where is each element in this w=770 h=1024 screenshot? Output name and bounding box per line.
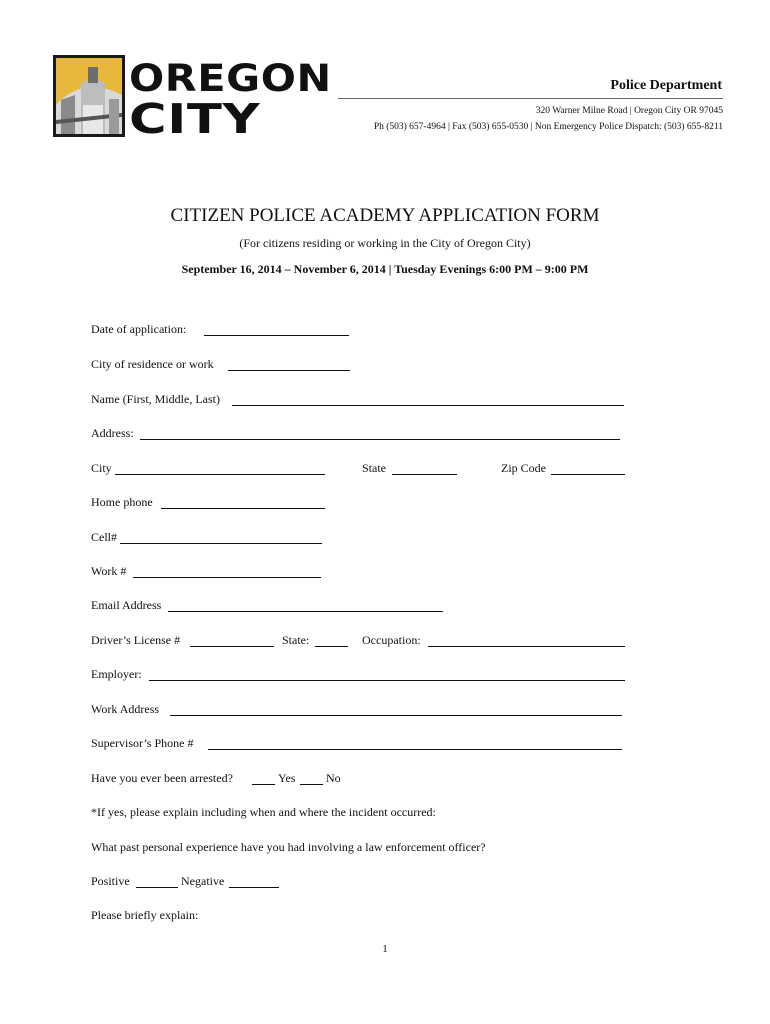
- field-label: Cell#: [91, 530, 117, 544]
- field-label: Zip Code: [501, 461, 546, 475]
- city-of-residence-field[interactable]: [228, 370, 350, 371]
- work-phone-field[interactable]: [133, 577, 321, 578]
- department-contact: Ph (503) 657-4964 | Fax (503) 655-0530 | Non Emergency Police Dispatch: (503) 655-8211: [373, 122, 723, 132]
- field-label: Name (First, Middle, Last): [91, 392, 220, 406]
- field-label: Email Address: [91, 598, 162, 612]
- field-label: Employer:: [91, 667, 142, 681]
- form-subtitle: (For citizens residing or working in the City of Oregon City): [239, 236, 531, 250]
- logo-word-oregon: OREGON: [129, 57, 332, 100]
- field-label: Occupation:: [362, 633, 421, 647]
- field-label: Driver’s License #: [91, 633, 181, 647]
- academy-dates: September 16, 2014 – November 6, 2014 | Tuesday Evenings 6:00 PM – 9:00 PM: [181, 262, 589, 276]
- name-field[interactable]: [232, 405, 624, 406]
- field-label: City of residence or work: [91, 357, 214, 371]
- occupation-field[interactable]: [428, 646, 625, 647]
- header-divider: [338, 98, 723, 99]
- logo-word-city: CITY: [129, 95, 261, 143]
- department-address: 320 Warner Milne Road | Oregon City OR 97045: [535, 106, 723, 116]
- work-address-field[interactable]: [170, 715, 622, 716]
- field-label: Supervisor’s Phone #: [91, 736, 194, 750]
- date-of-application-field[interactable]: [204, 335, 349, 336]
- supervisor-phone-field[interactable]: [208, 749, 622, 750]
- zip-code-field[interactable]: [551, 474, 625, 475]
- field-label: City: [91, 461, 112, 475]
- field-label: State: [362, 461, 386, 475]
- field-label: Address:: [91, 426, 134, 440]
- form-title: CITIZEN POLICE ACADEMY APPLICATION FORM: [170, 205, 600, 226]
- field-label: Yes: [278, 771, 296, 785]
- field-label: Positive: [91, 874, 130, 888]
- field-label: Negative: [181, 874, 225, 888]
- field-label: Work #: [91, 564, 127, 578]
- field-label: Work Address: [91, 702, 160, 716]
- arrested-no-field[interactable]: [300, 784, 323, 785]
- field-label: Please briefly explain:: [91, 908, 199, 922]
- email-field[interactable]: [168, 611, 443, 612]
- positive-field[interactable]: [136, 887, 178, 888]
- question-text: What past personal experience have you had involving a law enforcement officer?: [91, 840, 486, 854]
- instruction-text: *If yes, please explain including when and where the incident occurred:: [91, 805, 436, 819]
- field-label: State:: [282, 633, 310, 647]
- license-state-field[interactable]: [315, 646, 348, 647]
- page-number: 1: [382, 943, 388, 955]
- field-label: No: [326, 771, 341, 785]
- field-label: Have you ever been arrested?: [91, 771, 233, 785]
- home-phone-field[interactable]: [161, 508, 325, 509]
- field-label: Date of application:: [91, 322, 187, 336]
- city-field[interactable]: [115, 474, 325, 475]
- state-field[interactable]: [392, 474, 457, 475]
- department-name: Police Department: [610, 78, 722, 93]
- oregon-city-emblem-icon: [53, 55, 125, 137]
- arrested-yes-field[interactable]: [252, 784, 275, 785]
- employer-field[interactable]: [149, 680, 625, 681]
- field-label: Home phone: [91, 495, 153, 509]
- cell-field[interactable]: [120, 543, 322, 544]
- address-field[interactable]: [140, 439, 620, 440]
- negative-field[interactable]: [229, 887, 279, 888]
- drivers-license-field[interactable]: [190, 646, 274, 647]
- oregon-city-logo: [53, 55, 341, 143]
